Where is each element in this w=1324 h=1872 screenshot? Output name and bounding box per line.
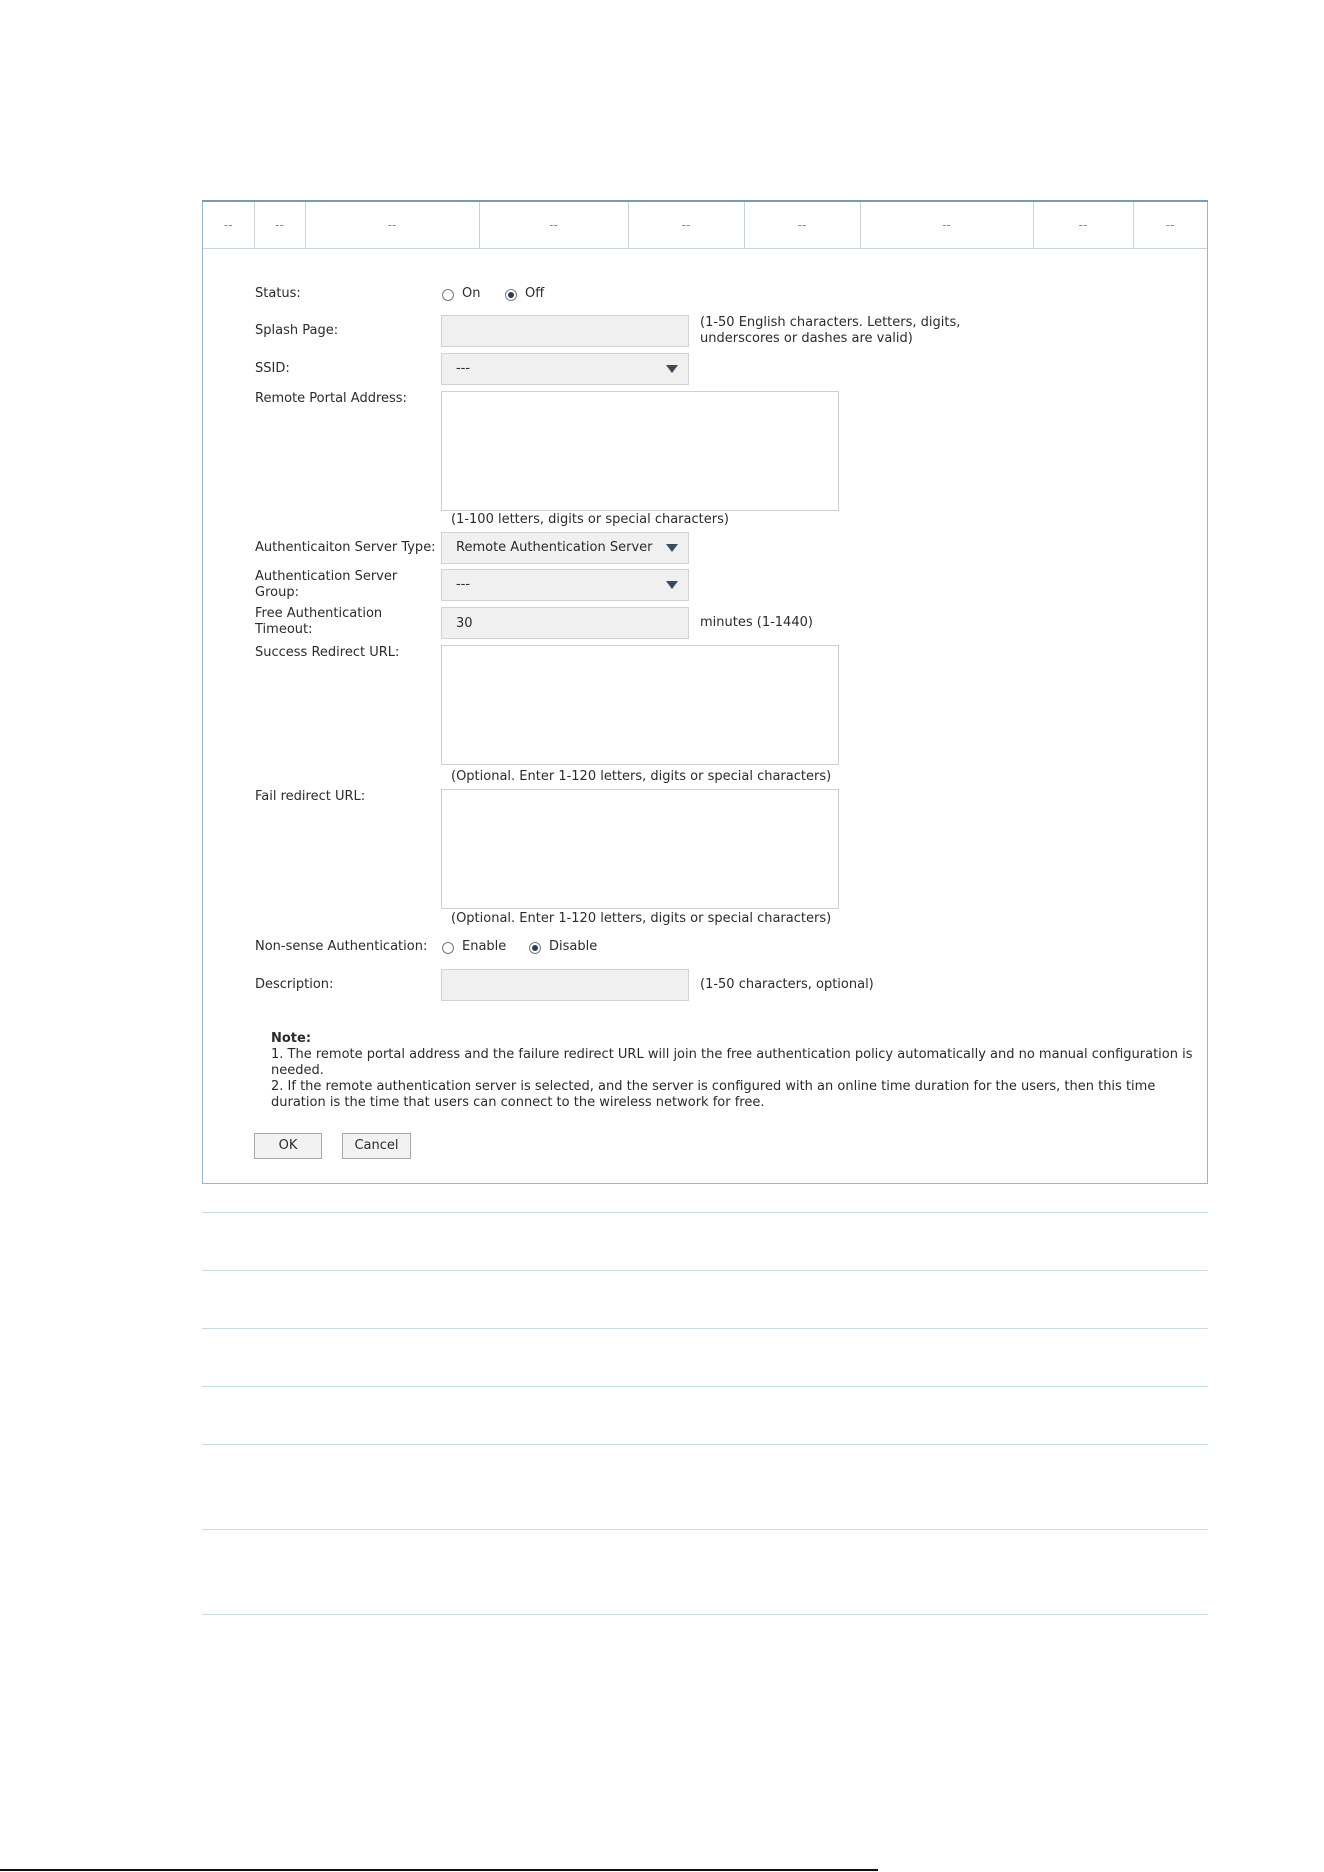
panel-top-border — [202, 200, 1208, 202]
free-auth-timeout-label — [255, 606, 382, 638]
portal-config-panel — [202, 200, 1208, 1184]
remote-portal-textarea[interactable] — [441, 391, 839, 511]
cancel-button[interactable]: Cancel — [342, 1133, 411, 1159]
note-title: Note: — [271, 1031, 312, 1046]
remote-portal-hint: (1-100 letters, digits or special characters) — [451, 512, 729, 527]
note-line-1: 1. The remote portal address and the failure redirect URL will join the free authentication policy automatically and no manual configuration is needed. — [271, 1047, 1193, 1078]
row-divider — [202, 1328, 1208, 1329]
row-divider — [202, 1212, 1208, 1213]
note-line-2: 2. If the remote authentication server is selected, and the server is configured with an online time duration for the users, then this time duration is the time that users can connect to the wireless network for free. — [271, 1079, 1156, 1110]
status-off-label: Off — [525, 286, 545, 301]
remote-portal-label: Remote Portal Address: — [255, 391, 407, 406]
table-cell: -- — [1133, 201, 1207, 249]
free-auth-timeout-label-line2: Timeout: — [255, 622, 313, 637]
table-cell: -- — [1033, 201, 1133, 249]
table-cell: -- — [305, 201, 479, 249]
splash-page-label: Splash Page: — [255, 323, 339, 338]
row-divider — [202, 1270, 1208, 1271]
splash-page-hint-line2: underscores or dashes are valid) — [700, 331, 913, 346]
description-label: Description: — [255, 977, 334, 992]
auth-server-group-select[interactable] — [441, 569, 689, 601]
auth-server-type-select[interactable] — [441, 532, 689, 564]
table-cell: -- — [860, 201, 1033, 249]
non-sense-auth-disable-radio[interactable] — [529, 942, 541, 954]
table-cell: -- — [203, 201, 254, 249]
table-cell: -- — [628, 201, 744, 249]
description-hint: (1-50 characters, optional) — [700, 977, 874, 992]
description-input[interactable] — [441, 969, 689, 1001]
free-auth-timeout-label-line1: Free Authentication — [255, 606, 383, 621]
free-auth-timeout-input[interactable] — [441, 607, 689, 639]
chevron-down-icon — [666, 581, 678, 589]
ssid-label: SSID: — [255, 361, 290, 376]
splash-page-hint-line1: (1-50 English characters. Letters, digits, — [700, 315, 961, 330]
fail-redirect-label: Fail redirect URL: — [255, 789, 366, 804]
ssid-select-value: --- — [456, 361, 471, 376]
splash-page-input[interactable] — [441, 315, 689, 347]
note-block — [271, 1031, 1205, 1111]
ssid-select[interactable] — [441, 353, 689, 385]
status-label: Status: — [255, 286, 301, 301]
auth-server-group-value: --- — [456, 577, 471, 592]
row-divider — [202, 1386, 1208, 1387]
auth-server-type-value: Remote Authentication Server — [456, 540, 653, 555]
chevron-down-icon — [666, 365, 678, 373]
non-sense-auth-disable-label: Disable — [549, 939, 598, 954]
row-divider — [202, 1529, 1208, 1530]
ok-button[interactable]: OK — [254, 1133, 322, 1159]
auth-server-type-label: Authenticaiton Server Type: — [255, 540, 436, 555]
success-redirect-textarea[interactable] — [441, 645, 839, 765]
auth-server-group-label — [255, 569, 397, 601]
auth-server-group-label-line1: Authentication Server — [255, 569, 398, 584]
fail-redirect-textarea[interactable] — [441, 789, 839, 909]
fail-redirect-hint: (Optional. Enter 1-120 letters, digits or special characters) — [451, 911, 832, 926]
non-sense-auth-enable-radio[interactable] — [442, 942, 454, 954]
splash-page-hint — [700, 315, 960, 347]
chevron-down-icon — [666, 544, 678, 552]
portal-table-row — [203, 201, 1207, 249]
success-redirect-label: Success Redirect URL: — [255, 645, 400, 660]
footer-rule — [0, 1869, 878, 1871]
table-cell: -- — [254, 201, 305, 249]
success-redirect-hint: (Optional. Enter 1-120 letters, digits or special characters) — [451, 769, 832, 784]
table-cell: -- — [744, 201, 860, 249]
row-divider — [202, 1614, 1208, 1615]
free-auth-timeout-hint: minutes (1-1440) — [700, 615, 813, 630]
status-on-radio[interactable] — [442, 289, 454, 301]
non-sense-auth-enable-label: Enable — [462, 939, 507, 954]
status-off-radio[interactable] — [505, 289, 517, 301]
auth-server-group-label-line2: Group: — [255, 585, 299, 600]
table-cell: -- — [479, 201, 628, 249]
row-divider — [202, 1444, 1208, 1445]
non-sense-auth-label: Non-sense Authentication: — [255, 939, 428, 954]
status-on-label: On — [462, 286, 481, 301]
